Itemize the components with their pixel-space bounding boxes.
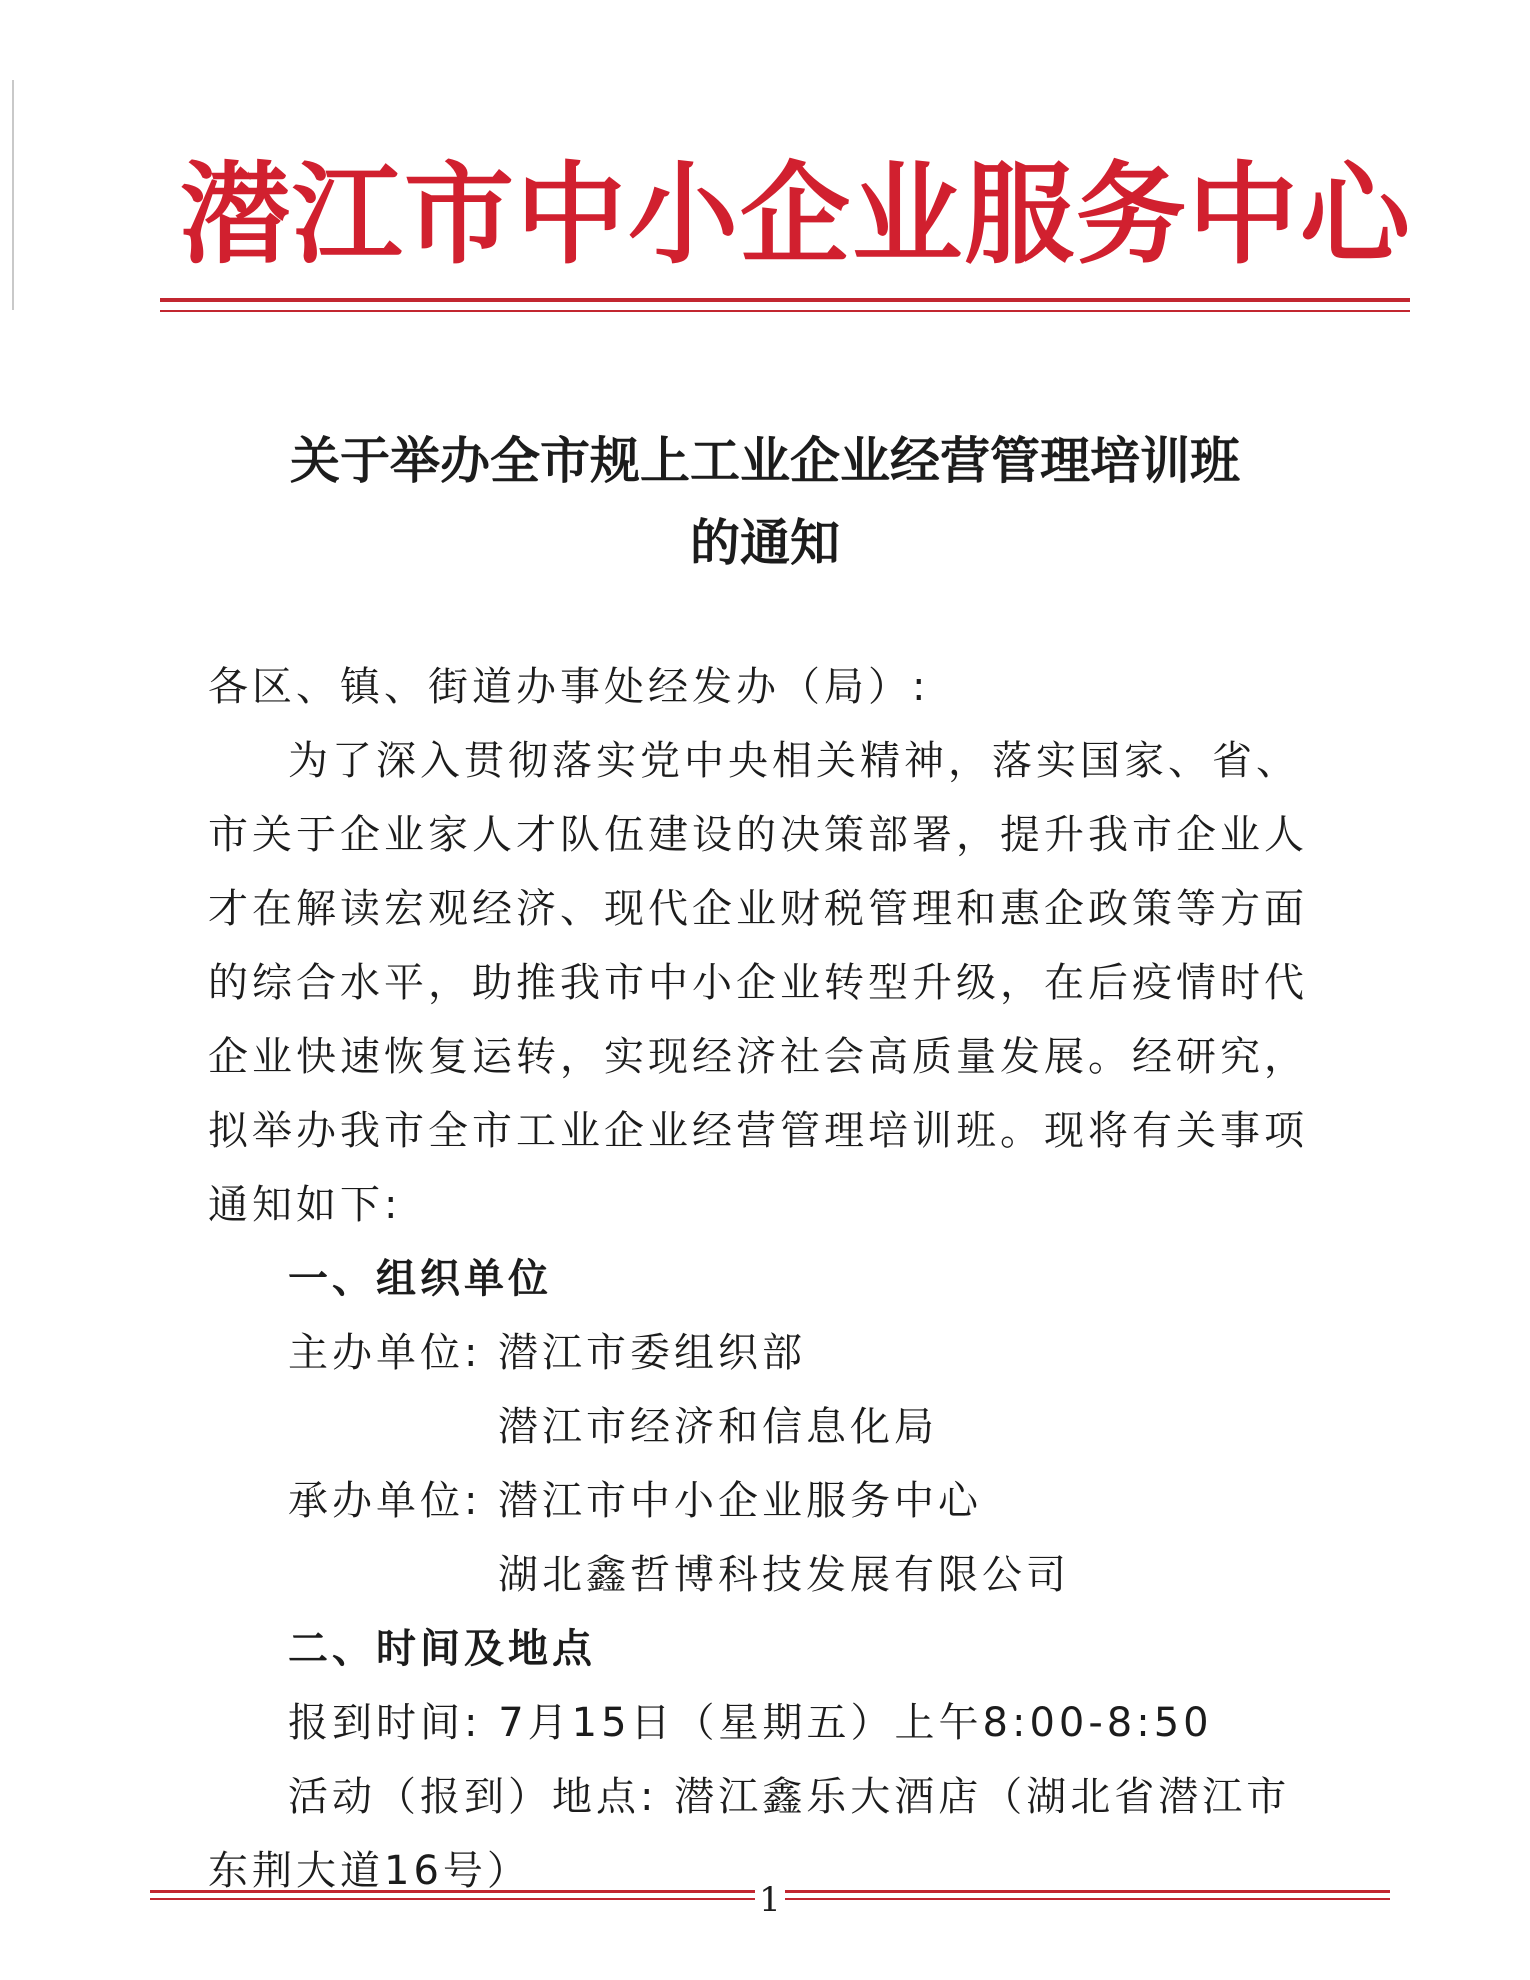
organizer-unit-item: 潜江市中小企业服务中心: [498, 1478, 982, 1524]
host-unit-item: 潜江市委组织部: [498, 1330, 806, 1376]
intro-paragraph: 为了深入贯彻落实党中央相关精神，落实国家、省、市关于企业家人才队伍建设的决策部署，提升我市企业人才在解读宏观经济、现代企业财税管理和惠企政策等方面的综合水平，助推我市中小企业转型升级，在后疫情时代企业快速恢复运转，实现经济社会高质量发展。经研究，拟举办我市全市工业企业经营管理培训班。现将有关事项通知如下:: [208, 738, 1308, 1228]
section-2-heading: 二、时间及地点: [288, 1626, 596, 1672]
document-body: [208, 650, 1332, 1908]
report-time: 报到时间: 7月15日（星期五）上午8:00-8:50: [288, 1700, 1213, 1746]
document-title-line-2: 的通知: [690, 513, 840, 572]
venue: 活动（报到）地点: 潜江鑫乐大酒店（湖北省潜江市东荆大道16号）: [208, 1774, 1291, 1894]
letterhead-org-name: 潜江市中小企业服务中心: [180, 151, 1412, 279]
salutation: 各区、镇、街道办事处经发办（局）:: [208, 664, 930, 710]
host-units-label: 主办单位:: [288, 1330, 482, 1376]
host-units: [208, 1316, 1332, 1464]
organizer-units: [208, 1464, 1332, 1612]
scan-margin-line: [12, 80, 14, 310]
document-title-line-1: 关于举办全市规上工业企业经营管理培训班: [290, 431, 1240, 490]
host-unit-item: 潜江市经济和信息化局: [498, 1404, 938, 1450]
organizer-units-label: 承办单位:: [288, 1478, 482, 1524]
section-1-heading: 一、组织单位: [288, 1256, 552, 1302]
letterhead-rule-thin: [160, 310, 1410, 312]
document-title: [150, 420, 1380, 584]
page-number: 1: [755, 1880, 785, 1920]
letterhead-rule-thick: [160, 298, 1410, 302]
organizer-unit-item: 湖北鑫哲博科技发展有限公司: [498, 1552, 1070, 1598]
